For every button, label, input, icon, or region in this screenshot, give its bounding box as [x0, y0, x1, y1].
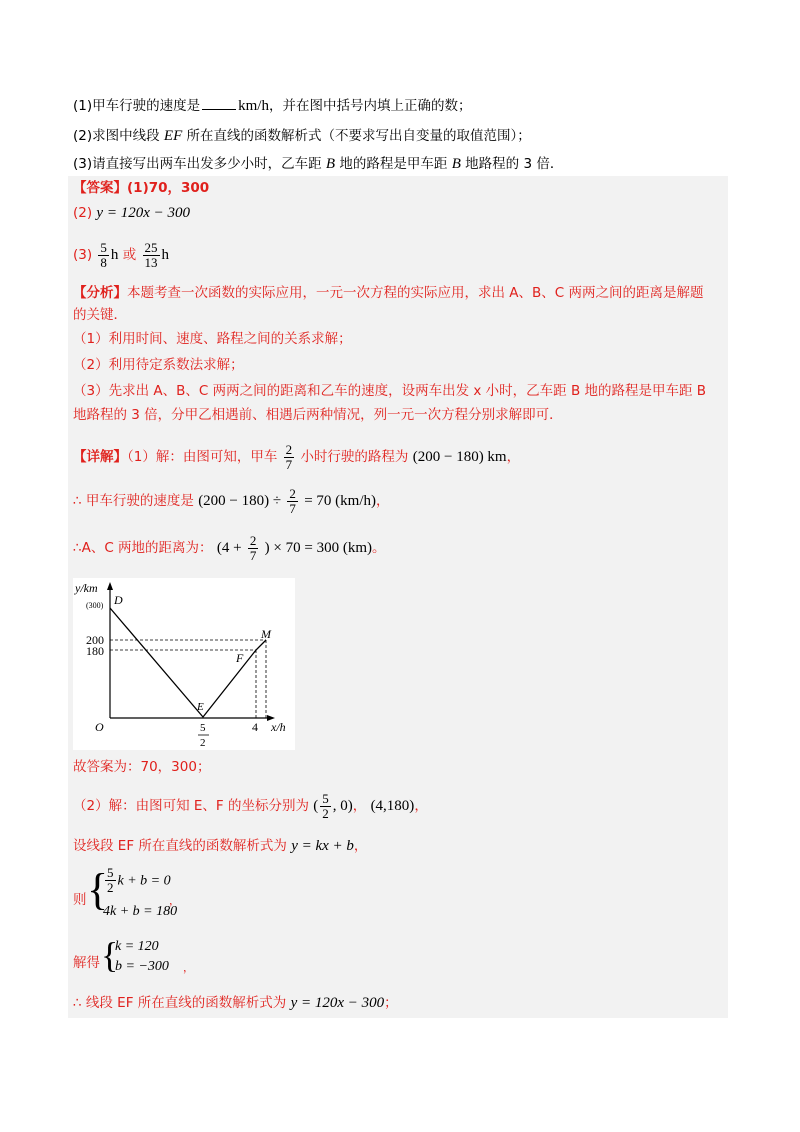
system-2-eq-1: k = 120 — [115, 939, 159, 954]
fraction-2-7: $\frac{2}{7}$ — [289, 485, 296, 516]
x-axis-label: x/h — [271, 720, 286, 734]
fraction-5-2: $\frac{5}{2}$ — [107, 865, 114, 895]
analysis-line-6: 地路程的 3 倍，分甲乙相遇前、相遇后两种情况，列一元一次方程分别求解即可． — [73, 407, 563, 423]
analysis-line-1: 【分析】本题考查一次函数的实际应用，一元一次方程的实际应用，求出 A、B、C 两两之间的距离是解题 — [73, 285, 704, 301]
equation-system-2: 解得 { k = 120 b = −300 ， — [73, 935, 194, 975]
detail-step-1: 【详解】（1）解：由图可知，甲车 $\frac{2}{7}$ 小时行驶的路程为 (200 − 180) km， — [73, 441, 521, 472]
system-1-eq-2: 4k + b = 180 — [103, 904, 178, 919]
fraction-2-7: $\frac{2}{7}$ — [249, 532, 257, 563]
x-tick-numerator: 5 — [200, 722, 206, 734]
system-2-eq-2: b = −300 — [115, 959, 169, 974]
fraction-2-7: $\frac{2}{7}$ — [285, 441, 293, 472]
detail-step-3: ∴A、C 两地的距离为： (4 + $\frac{2}{7}$ ) × 70 = 300 (km)。 — [73, 532, 386, 563]
distance-time-graph — [73, 578, 295, 750]
tick-180-label: 180 — [86, 644, 104, 658]
question-1: (1)甲车行驶的速度是 km/h，并在图中括号内填上正确的数； — [73, 98, 472, 114]
point-F-label: F — [236, 651, 244, 665]
tick-200-label: 200 — [86, 633, 104, 647]
final-answer-1: 故答案为：70，300； — [73, 759, 211, 775]
analysis-line-2: 的关键． — [73, 307, 127, 323]
y-axis-label: y/km — [75, 581, 98, 595]
graph-background — [73, 578, 295, 750]
x-tick-4-label: 4 — [252, 720, 258, 734]
x-tick-denominator: 2 — [200, 737, 206, 749]
answer-blank — [202, 97, 236, 110]
point-E-label: E — [197, 701, 204, 713]
brace-icon: { — [87, 865, 109, 914]
fraction-25-13: $\frac{25}{13}$ — [144, 239, 158, 270]
equation-system-1: 则 { $\frac{5}{2}$ k + b = 0 4k + b = 180 ， — [73, 862, 273, 926]
point-M-label: M — [261, 627, 271, 641]
answer-line-3: (3) $\frac{5}{8}$ h 或 $\frac{25}{13}$ h — [73, 239, 170, 270]
detail-part2-step-1: （2）解：由图可知 E、F 的坐标分别为 ( $\frac{5}{2}$ , 0)， (4,180)， — [73, 790, 428, 821]
fraction-5-8: $\frac{5}{8}$ — [100, 239, 107, 270]
system-1-eq-1: $\frac{5}{2}$ k + b = 0 — [107, 865, 171, 895]
analysis-line-3: （1）利用时间、速度、路程之间的关系求解； — [73, 331, 352, 347]
conclusion-line: ∴ 线段 EF 所在直线的函数解析式为 y = 120x − 300； — [73, 995, 398, 1011]
answer-line-1: 【答案】(1)70，300 — [73, 180, 210, 196]
point-D-label: D — [114, 593, 123, 607]
fraction-5-2: $\frac{5}{2}$ — [322, 790, 329, 821]
question-3: (3)请直接写出两车出发多少小时，乙车距 B 地的路程是甲车距 B 地路程的 3 倍． — [73, 156, 564, 172]
answer-line-2: (2) y = 120x − 300 — [73, 205, 190, 221]
detail-step-2: ∴ 甲车行驶的速度是 (200 − 180) ÷ $\frac{2}{7}$ = 70 (km/h)， — [73, 485, 390, 516]
analysis-line-5: （3）先求出 A、B、C 两两之间的距离和乙车的速度，设两车出发 x 小时，乙车距 B 地的路程是甲车距 B — [73, 383, 707, 399]
brace-icon: { — [101, 935, 119, 975]
detail-part2-step-2: 设线段 EF 所在直线的函数解析式为 y = kx + b， — [73, 838, 368, 854]
paren-300-label: (300) — [86, 601, 104, 610]
origin-label: O — [95, 720, 104, 734]
question-2: (2)求图中线段 EF 所在直线的函数解析式（不要求写出自变量的取值范围）； — [73, 128, 531, 144]
analysis-line-4: （2）利用待定系数法求解； — [73, 357, 244, 373]
